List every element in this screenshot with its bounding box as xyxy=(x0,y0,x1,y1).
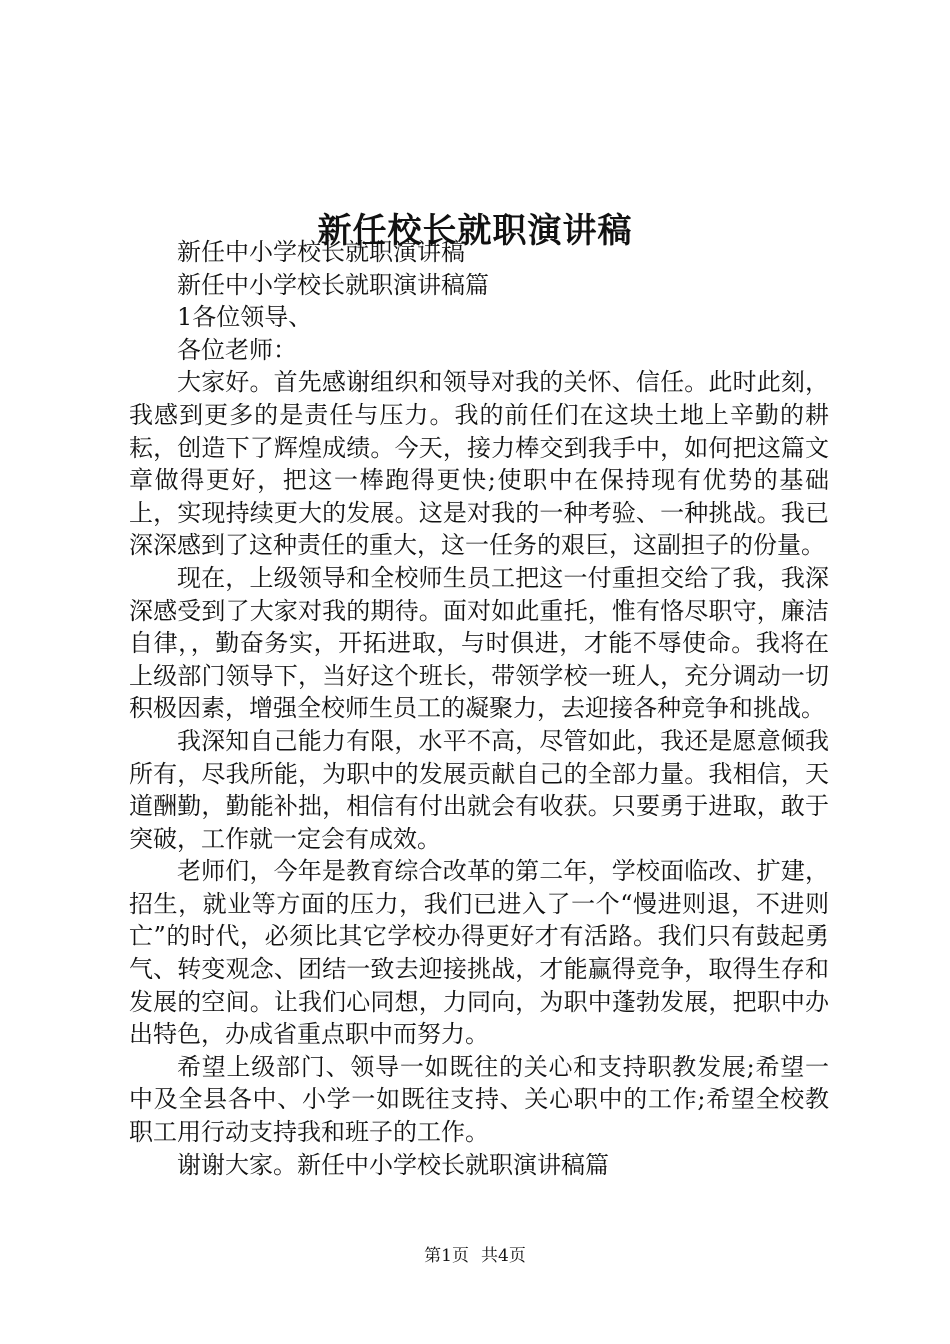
page-number: 第1页 xyxy=(424,1246,469,1266)
paragraph: 大家好。首先感谢组织和领导对我的关怀、信任。此时此刻，我感到更多的是责任与压力。我的前任们在这块土地上辛勤的耕耘，创造下了辉煌成绩。今天，接力棒交到我手中，如何把这篇文章做得更好，把这一棒跑得更快;使职中在保持现有优势的基础上，实现持续更大的发展。这是对我的一种考验、一种挑战。我已深深感到了这种责任的重大，这一任务的艰巨，这副担子的份量。 xyxy=(129,368,829,560)
paragraph: 老师们，今年是教育综合改革的第二年，学校面临改、扩建，招生，就业等方面的压力，我们已进入了一个“慢进则退，不进则亡”的时代，必须比其它学校办得更好才有活路。我们只有鼓起勇气、转变观念、团结一致去迎接挑战，才能赢得竞争，取得生存和发展的空间。让我们心同想，力同向，为职中蓬勃发展，把职中办出特色，办成省重点职中而努力。 xyxy=(129,857,829,1049)
document-title: 新任校长就职演讲稿 xyxy=(317,210,633,251)
page-footer xyxy=(0,1244,950,1268)
paragraph: 新任中小学校长就职演讲稿篇 xyxy=(177,270,489,299)
paragraph: 新任中小学校长就职演讲稿 xyxy=(177,238,465,266)
paragraph: 谢谢大家。新任中小学校长就职演讲稿篇 xyxy=(177,1150,609,1179)
paragraph: 1各位领导、 xyxy=(177,303,313,332)
document-body xyxy=(129,236,829,1181)
paragraph: 现在，上级领导和全校师生员工把这一付重担交给了我，我深深感受到了大家对我的期待。面对如此重托，惟有恪尽职守，廉洁自律，，勤奋务实，开拓进取，与时俱进，才能不辱使命。我将在上级部门领导下，当好这个班长，带领学校一班人，充分调动一切积极因素，增强全校师生员工的凝聚力，去迎接各种竞争和挑战。 xyxy=(129,563,829,723)
paragraph: 各位老师： xyxy=(177,335,297,364)
paragraph: 我深知自己能力有限，水平不高，尽管如此，我还是愿意倾我所有，尽我所能，为职中的发展贡献自己的全部力量。我相信，天道酬勤，勤能补拙，相信有付出就会有收获。只要勇于进取，敢于突破，工作就一定会有成效。 xyxy=(129,726,829,853)
paragraph: 希望上级部门、领导一如既往的关心和支持职教发展;希望一中及全县各中、小学一如既往支持、关心职中的工作;希望全校教职工用行动支持我和班子的工作。 xyxy=(129,1052,829,1147)
page-total: 共4页 xyxy=(481,1246,526,1266)
